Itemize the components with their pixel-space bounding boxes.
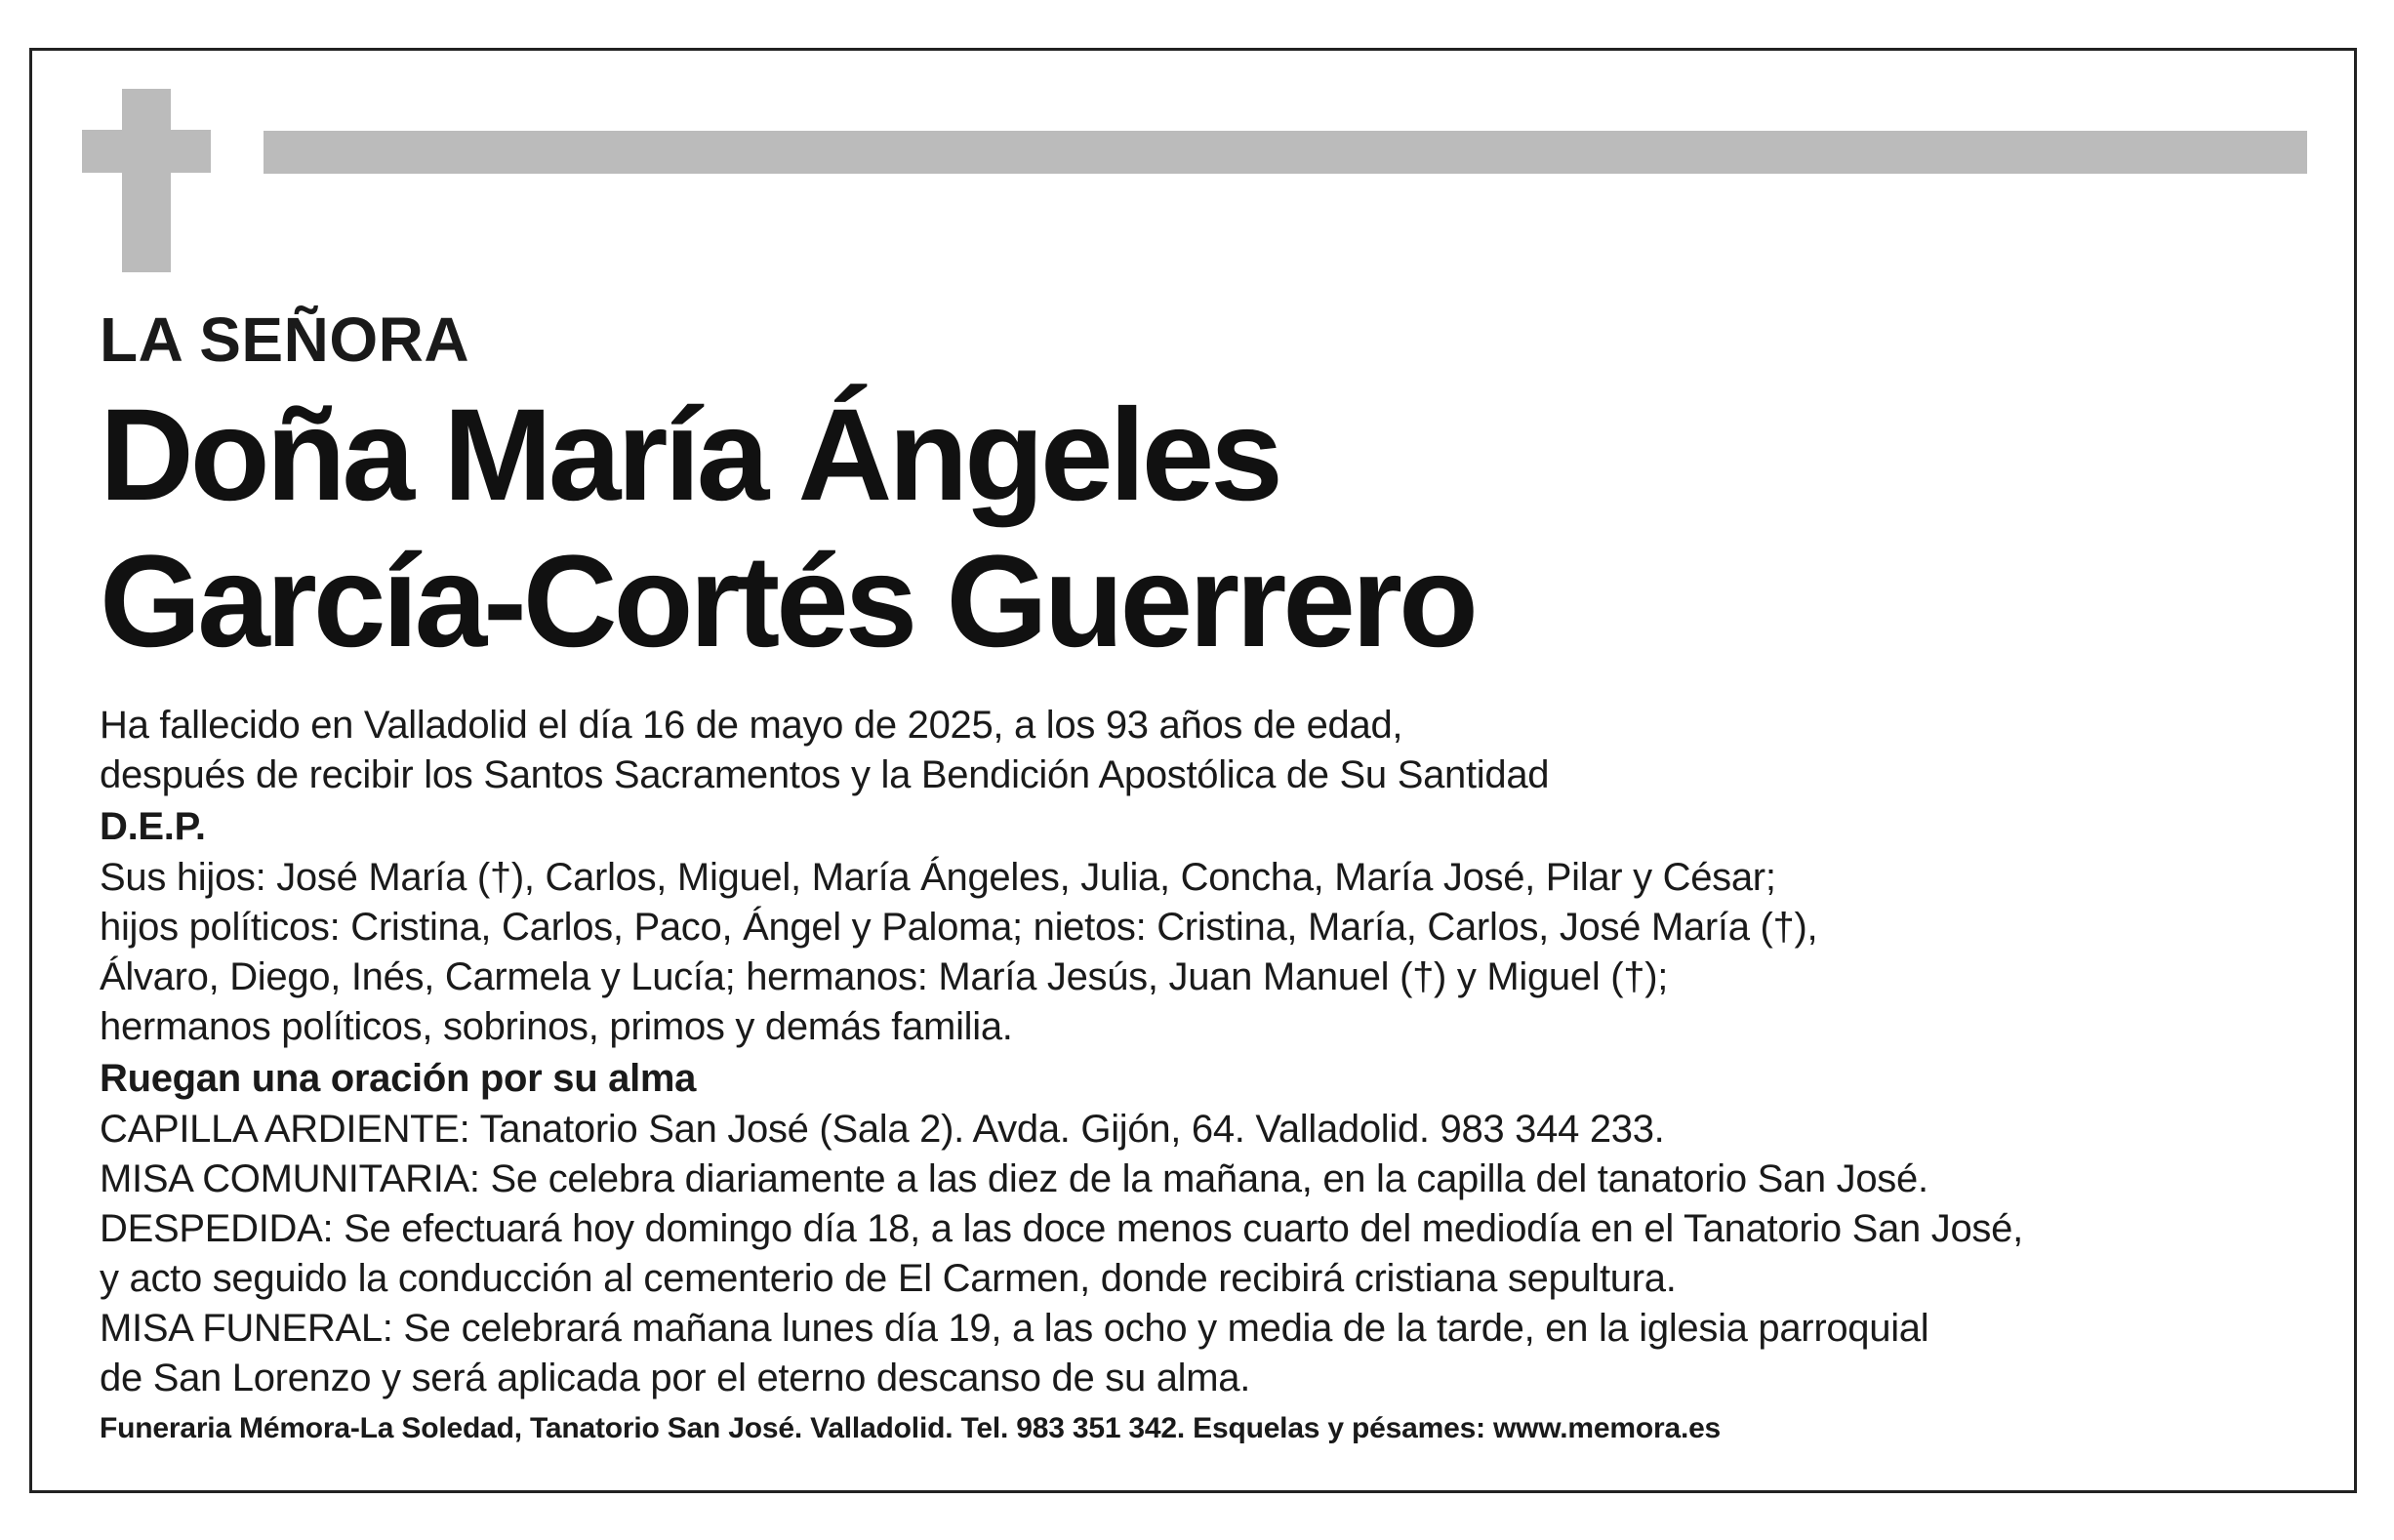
header-bar bbox=[264, 131, 2307, 174]
service-line-6: de San Lorenzo y será aplicada por el eterno descanso de su alma. bbox=[100, 1357, 1251, 1399]
obituary-body bbox=[100, 701, 2334, 1450]
deceased-name-line-1: Doña María Ángeles bbox=[100, 383, 1279, 528]
service-line-1: CAPILLA ARDIENTE: Tanatorio San José (Sala 2). Avda. Gijón, 64. Valladolid. 983 344 233. bbox=[100, 1108, 1665, 1151]
funeral-home-footer: Funeraria Mémora-La Soledad, Tanatorio San José. Valladolid. Tel. 983 351 342. Esquelas y pésames: www.memora.es bbox=[100, 1412, 1722, 1444]
service-line-3: DESPEDIDA: Se efectuará hoy domingo día 18, a las doce menos cuarto del mediodía en el Tanatorio San José, bbox=[100, 1207, 2023, 1250]
family-line-2: hijos políticos: Cristina, Carlos, Paco, Ángel y Paloma; nietos: Cristina, María, Carlos, José María (†), bbox=[100, 906, 1818, 949]
cross-icon-arm bbox=[82, 130, 211, 173]
cross-icon bbox=[122, 89, 171, 272]
family-line-1: Sus hijos: José María (†), Carlos, Miguel, María Ángeles, Julia, Concha, María José, Pilar y César; bbox=[100, 856, 1776, 899]
death-line-2: después de recibir los Santos Sacramentos y la Bendición Apostólica de Su Santidad bbox=[100, 753, 1550, 796]
honorific: LA SEÑORA bbox=[100, 304, 470, 375]
service-line-5: MISA FUNERAL: Se celebrará mañana lunes día 19, a las ocho y media de la tarde, en la iglesia parroquial bbox=[100, 1307, 1929, 1350]
family-line-4: hermanos políticos, sobrinos, primos y demás familia. bbox=[100, 1005, 1013, 1048]
deceased-name-line-2: García-Cortés Guerrero bbox=[100, 529, 1475, 674]
service-line-4: y acto seguido la conducción al cementerio de El Carmen, donde recibirá cristiana sepultura. bbox=[100, 1257, 1677, 1300]
prayer-request: Ruegan una oración por su alma bbox=[100, 1057, 697, 1100]
family-line-3: Álvaro, Diego, Inés, Carmela y Lucía; hermanos: María Jesús, Juan Manuel (†) y Miguel (†); bbox=[100, 955, 1669, 998]
death-line-1: Ha fallecido en Valladolid el día 16 de mayo de 2025, a los 93 años de edad, bbox=[100, 704, 1403, 747]
service-line-2: MISA COMUNITARIA: Se celebra diariamente a las diez de la mañana, en la capilla del tanatorio San José. bbox=[100, 1157, 1928, 1200]
obituary-content bbox=[100, 303, 2334, 1450]
rip-label: D.E.P. bbox=[100, 805, 206, 848]
